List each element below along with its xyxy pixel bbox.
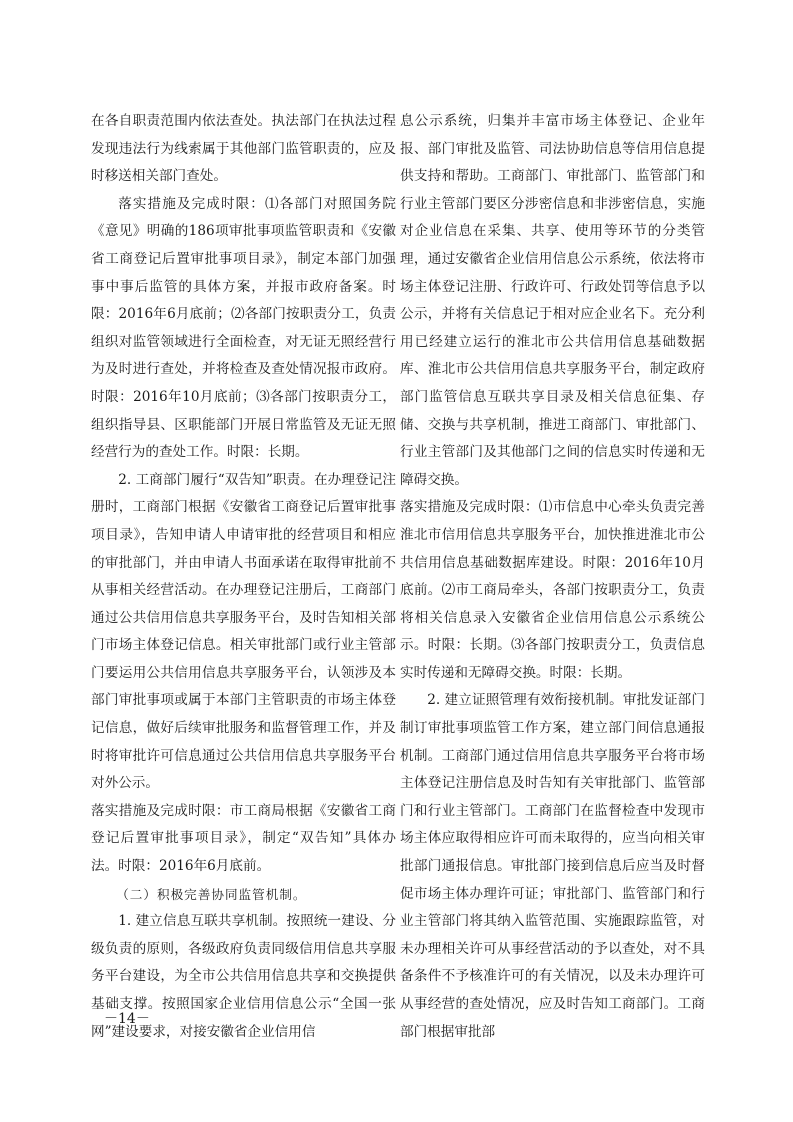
right-column	[400, 108, 705, 1046]
paragraph: 1. 建立信息互联共享机制。按照统一建设、分级负责的原则，各级政府负责同级信用信息共享服务平台建设，为全市公共信用信息共享和交换提供基础支撑。按照国家企业信用信息公示“全国一张网”建设要求，对接安徽省企业信用信	[91, 913, 396, 1040]
section-heading: （二）积极完善协同监管机制。	[116, 886, 307, 902]
left-column	[91, 108, 396, 1046]
paragraph: 落实措施及完成时限：市工商局根据《安徽省工商登记后置审批事项目录》，制定“双告知”具体办法。时限：2016年6月底前。	[91, 802, 396, 875]
paragraph: 在各自职责范围内依法查处。执法部门在执法过程发现违法行为线索属于其他部门监管职责的，应及时移送相关部门查处。	[91, 113, 396, 185]
page-number: －14－	[104, 1011, 150, 1027]
paragraph: 落实措施及完成时限：⑴各部门对照国务院《意见》明确的186项审批事项监管职责和《安徽省工商登记后置审批事项目录》，制定本部门加强事中事后监管的具体方案，并报市政府备案。时限：2016年6月底前；⑵各部门按职责分工，负责组织对监管领域进行全面检查，对无证无照经营行为及时进行查处，并将检查及查处情况报市政府。时限：2016年10月底前；⑶各部门按职责分工，组织指导县、区职能部门开展日常监管及无证无照经营行为的查处工作。时限：长期。	[91, 195, 396, 461]
paragraph: 息公示系统，归集并丰富市场主体登记、企业年报、部门审批及监管、司法协助信息等信用信息提供支持和帮助。工商部门、审批部门、监管部门和行业主管部门要区分涉密信息和非涉密信息，实施对企业信息在采集、共享、使用等环节的分类管理，通过安徽省企业信用信息公示系统，依法将市场主体登记注册、行政许可、行政处罚等信息予以公示，并将有关信息记于相对应企业名下。充分利用已经建立运行的淮北市公共信用信息基础数据库、淮北市公共信用信息共享服务平台，制定政府部门监管信息互联共享目录及相关信息征集、存储、交换与共享机制，推进工商部门、审批部门、行业主管部门及其他部门之间的信息实时传递和无障碍交换。	[400, 113, 705, 488]
paragraph: 落实措施及完成时限：⑴市信息中心牵头负责完善淮北市信用信息共享服务平台，加快推进淮北市公共信用信息基础数据库建设。时限：2016年10月底前。⑵市工商局牵头，各部门按职责分工，负责将相关信息录入安徽省企业信用信息公示系统公示。时限：长期。⑶各部门按职责分工，负责信息实时传递和无障碍交换。时限：长期。	[400, 499, 705, 681]
paragraph: 2. 建立证照管理有效衔接机制。审批发证部门制订审批事项监管工作方案，建立部门间信息通报机制。工商部门通过信用信息共享服务平台将市场主体登记注册信息及时告知有关审批部门、监管部门和行业主管部门。工商部门在监督检查中发现市场主体应取得相应许可而未取得的，应当向相关审批部门通报信息。审批部门接到信息后应当及时督促市场主体办理许可证；审批部门、监管部门和行业主管部门将其纳入监管范围、实施跟踪监管，对未办理相关许可从事经营活动的予以查处，对不具备条件不予核准许可的有关情况，以及未办理许可从事经营的查处情况，应及时告知工商部门。工商部门根据审批部	[400, 692, 705, 1040]
paragraph: 2. 工商部门履行“双告知”职责。在办理登记注册时，工商部门根据《安徽省工商登记后置审批事项目录》，告知申请人申请审批的经营项目和相应的审批部门，并由申请人书面承诺在取得审批前不从事相关经营活动。在办理登记注册后，工商部门通过公共信用信息共享服务平台，及时告知相关部门市场主体登记信息。相关审批部门或行业主管部门要运用公共信用信息共享服务平台，认领涉及本部门审批事项或属于本部门主管职责的市场主体登记信息，做好后续审批服务和监督管理工作，并及时将审批许可信息通过公共信用信息共享服务平台对外公示。	[91, 471, 396, 792]
